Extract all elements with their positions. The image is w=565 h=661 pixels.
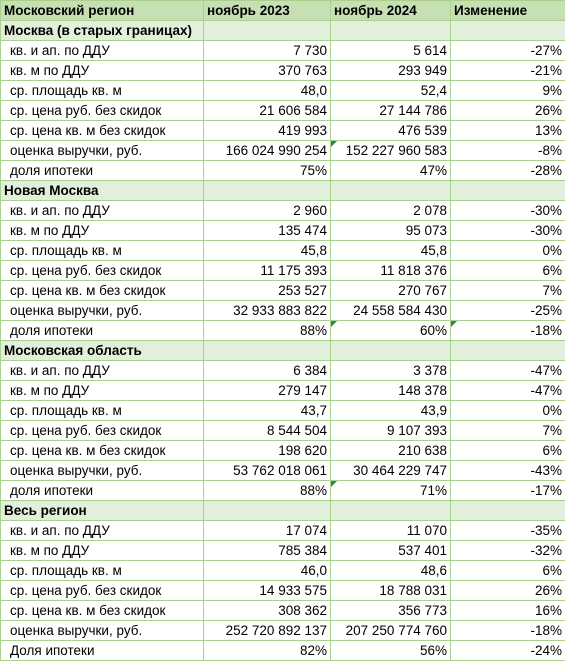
section-empty-cell[interactable] bbox=[451, 21, 565, 41]
row-label[interactable]: кв. м по ДДУ bbox=[1, 221, 204, 241]
value-nov-2024[interactable]: 356 773 bbox=[331, 601, 451, 621]
value-nov-2024[interactable]: 476 539 bbox=[331, 121, 451, 141]
row-label[interactable]: ср. площадь кв. м bbox=[1, 81, 204, 101]
row-label[interactable]: ср. цена руб. без скидок bbox=[1, 581, 204, 601]
value-change[interactable]: 0% bbox=[451, 401, 565, 421]
value-change[interactable]: -47% bbox=[451, 381, 565, 401]
section-empty-cell[interactable] bbox=[451, 341, 565, 361]
row-label[interactable]: ср. цена руб. без скидок bbox=[1, 101, 204, 121]
value-nov-2023[interactable]: 48,0 bbox=[204, 81, 331, 101]
value-change[interactable]: -21% bbox=[451, 61, 565, 81]
section-empty-cell[interactable] bbox=[204, 501, 331, 521]
value-nov-2023[interactable]: 21 606 584 bbox=[204, 101, 331, 121]
value-nov-2024[interactable]: 30 464 229 747 bbox=[331, 461, 451, 481]
section-row bbox=[1, 21, 565, 41]
section-title[interactable]: Московская область bbox=[1, 341, 204, 361]
row-label[interactable]: оценка выручки, руб. bbox=[1, 461, 204, 481]
value-nov-2023[interactable]: 82% bbox=[204, 641, 331, 661]
value-nov-2024[interactable]: 3 378 bbox=[331, 361, 451, 381]
table-row bbox=[1, 201, 565, 221]
value-nov-2023[interactable]: 308 362 bbox=[204, 601, 331, 621]
row-label[interactable]: кв. и ап. по ДДУ bbox=[1, 201, 204, 221]
table-row bbox=[1, 41, 565, 61]
table-row bbox=[1, 561, 565, 581]
value-nov-2024[interactable]: 11 070 bbox=[331, 521, 451, 541]
value-change[interactable]: 26% bbox=[451, 581, 565, 601]
value-nov-2024[interactable]: 11 818 376 bbox=[331, 261, 451, 281]
value-nov-2024[interactable]: 45,8 bbox=[331, 241, 451, 261]
value-nov-2023[interactable]: 46,0 bbox=[204, 561, 331, 581]
value-change[interactable]: 6% bbox=[451, 561, 565, 581]
value-nov-2024[interactable]: 293 949 bbox=[331, 61, 451, 81]
row-label[interactable]: оценка выручки, руб. bbox=[1, 301, 204, 321]
row-label[interactable]: кв. и ап. по ДДУ bbox=[1, 521, 204, 541]
value-nov-2024[interactable]: 71% bbox=[331, 481, 451, 501]
value-nov-2024[interactable]: 148 378 bbox=[331, 381, 451, 401]
table-row bbox=[1, 141, 565, 161]
value-nov-2023[interactable]: 32 933 883 822 bbox=[204, 301, 331, 321]
table-row bbox=[1, 221, 565, 241]
value-nov-2024[interactable]: 60% bbox=[331, 321, 451, 341]
value-nov-2023[interactable]: 14 933 575 bbox=[204, 581, 331, 601]
value-nov-2024[interactable]: 27 144 786 bbox=[331, 101, 451, 121]
table-row bbox=[1, 421, 565, 441]
value-nov-2023[interactable]: 88% bbox=[204, 321, 331, 341]
table-row bbox=[1, 381, 565, 401]
value-nov-2024[interactable]: 207 250 774 760 bbox=[331, 621, 451, 641]
table-row bbox=[1, 521, 565, 541]
table-row bbox=[1, 581, 565, 601]
table-row bbox=[1, 161, 565, 181]
value-change[interactable]: -25% bbox=[451, 301, 565, 321]
value-nov-2023[interactable]: 8 544 504 bbox=[204, 421, 331, 441]
header-nov-2023[interactable]: ноябрь 2023 bbox=[204, 1, 331, 21]
value-change[interactable]: -28% bbox=[451, 161, 565, 181]
value-nov-2024[interactable]: 52,4 bbox=[331, 81, 451, 101]
table-row bbox=[1, 81, 565, 101]
value-nov-2024[interactable]: 43,9 bbox=[331, 401, 451, 421]
value-nov-2023[interactable]: 785 384 bbox=[204, 541, 331, 561]
value-nov-2024[interactable]: 537 401 bbox=[331, 541, 451, 561]
table-row bbox=[1, 261, 565, 281]
value-nov-2023[interactable]: 419 993 bbox=[204, 121, 331, 141]
value-change[interactable]: -30% bbox=[451, 221, 565, 241]
section-empty-cell[interactable] bbox=[451, 181, 565, 201]
section-empty-cell[interactable] bbox=[331, 21, 451, 41]
value-change[interactable]: -18% bbox=[451, 621, 565, 641]
value-nov-2024[interactable]: 210 638 bbox=[331, 441, 451, 461]
value-nov-2023[interactable]: 45,8 bbox=[204, 241, 331, 261]
value-nov-2024[interactable]: 18 788 031 bbox=[331, 581, 451, 601]
value-nov-2024[interactable]: 95 073 bbox=[331, 221, 451, 241]
table-row bbox=[1, 641, 565, 661]
value-change[interactable]: -27% bbox=[451, 41, 565, 61]
value-nov-2023[interactable]: 253 527 bbox=[204, 281, 331, 301]
row-label[interactable]: ср. цена руб. без скидок bbox=[1, 261, 204, 281]
value-nov-2023[interactable]: 75% bbox=[204, 161, 331, 181]
section-row bbox=[1, 181, 565, 201]
value-nov-2024[interactable]: 56% bbox=[331, 641, 451, 661]
value-change[interactable]: 7% bbox=[451, 281, 565, 301]
section-empty-cell[interactable] bbox=[204, 181, 331, 201]
table-row bbox=[1, 301, 565, 321]
value-nov-2023[interactable]: 2 960 bbox=[204, 201, 331, 221]
value-change[interactable]: -35% bbox=[451, 521, 565, 541]
header-nov-2024[interactable]: ноябрь 2024 bbox=[331, 1, 451, 21]
section-title[interactable]: Новая Москва bbox=[1, 181, 204, 201]
table-row bbox=[1, 321, 565, 341]
value-change[interactable]: 6% bbox=[451, 261, 565, 281]
value-nov-2024[interactable]: 24 558 584 430 bbox=[331, 301, 451, 321]
row-label[interactable]: ср. цена кв. м без скидок bbox=[1, 441, 204, 461]
table-body bbox=[1, 1, 565, 661]
row-label[interactable]: ср. цена кв. м без скидок bbox=[1, 601, 204, 621]
header-row bbox=[1, 1, 565, 21]
value-nov-2023[interactable]: 370 763 bbox=[204, 61, 331, 81]
section-row bbox=[1, 341, 565, 361]
value-nov-2023[interactable]: 135 474 bbox=[204, 221, 331, 241]
section-row bbox=[1, 501, 565, 521]
header-change[interactable]: Изменение bbox=[451, 1, 565, 21]
row-label[interactable]: доля ипотеки bbox=[1, 321, 204, 341]
table-row bbox=[1, 441, 565, 461]
section-empty-cell[interactable] bbox=[204, 341, 331, 361]
value-nov-2024[interactable]: 9 107 393 bbox=[331, 421, 451, 441]
value-change[interactable]: -17% bbox=[451, 481, 565, 501]
row-label[interactable]: кв. м по ДДУ bbox=[1, 61, 204, 81]
value-nov-2023[interactable]: 53 762 018 061 bbox=[204, 461, 331, 481]
table-row bbox=[1, 541, 565, 561]
value-change[interactable]: -32% bbox=[451, 541, 565, 561]
section-empty-cell[interactable] bbox=[331, 501, 451, 521]
row-label[interactable]: ср. площадь кв. м bbox=[1, 241, 204, 261]
table-row bbox=[1, 61, 565, 81]
section-empty-cell[interactable] bbox=[451, 501, 565, 521]
section-empty-cell[interactable] bbox=[331, 181, 451, 201]
value-nov-2024[interactable]: 47% bbox=[331, 161, 451, 181]
row-label[interactable]: доля ипотеки bbox=[1, 161, 204, 181]
value-nov-2023[interactable]: 43,7 bbox=[204, 401, 331, 421]
value-nov-2023[interactable]: 279 147 bbox=[204, 381, 331, 401]
value-change[interactable]: 16% bbox=[451, 601, 565, 621]
table-row bbox=[1, 621, 565, 641]
value-nov-2024[interactable]: 270 767 bbox=[331, 281, 451, 301]
table-row bbox=[1, 601, 565, 621]
value-change[interactable]: 9% bbox=[451, 81, 565, 101]
value-nov-2023[interactable]: 11 175 393 bbox=[204, 261, 331, 281]
value-change[interactable]: 13% bbox=[451, 121, 565, 141]
value-nov-2023[interactable]: 252 720 892 137 bbox=[204, 621, 331, 641]
row-label[interactable]: доля ипотеки bbox=[1, 481, 204, 501]
row-label[interactable]: кв. и ап. по ДДУ bbox=[1, 361, 204, 381]
value-change[interactable]: 7% bbox=[451, 421, 565, 441]
value-nov-2024[interactable]: 5 614 bbox=[331, 41, 451, 61]
table-row bbox=[1, 481, 565, 501]
section-empty-cell[interactable] bbox=[204, 21, 331, 41]
value-nov-2024[interactable]: 2 078 bbox=[331, 201, 451, 221]
row-label[interactable]: кв. м по ДДУ bbox=[1, 381, 204, 401]
table-row bbox=[1, 121, 565, 141]
row-label[interactable]: ср. цена кв. м без скидок bbox=[1, 281, 204, 301]
value-change[interactable]: 6% bbox=[451, 441, 565, 461]
row-label[interactable]: ср. площадь кв. м bbox=[1, 401, 204, 421]
section-empty-cell[interactable] bbox=[331, 341, 451, 361]
table-row bbox=[1, 361, 565, 381]
row-label[interactable]: оценка выручки, руб. bbox=[1, 141, 204, 161]
row-label[interactable]: ср. цена кв. м без скидок bbox=[1, 121, 204, 141]
row-label[interactable]: кв. и ап. по ДДУ bbox=[1, 41, 204, 61]
value-change[interactable]: -24% bbox=[451, 641, 565, 661]
value-nov-2023[interactable]: 88% bbox=[204, 481, 331, 501]
row-label[interactable]: оценка выручки, руб. bbox=[1, 621, 204, 641]
row-label[interactable]: кв. м по ДДУ bbox=[1, 541, 204, 561]
value-change[interactable]: 0% bbox=[451, 241, 565, 261]
value-change[interactable]: -8% bbox=[451, 141, 565, 161]
table-row bbox=[1, 101, 565, 121]
value-nov-2023[interactable]: 166 024 990 254 bbox=[204, 141, 331, 161]
value-change[interactable]: -30% bbox=[451, 201, 565, 221]
table-row bbox=[1, 461, 565, 481]
value-change[interactable]: -43% bbox=[451, 461, 565, 481]
value-change[interactable]: -18% bbox=[451, 321, 565, 341]
value-change[interactable]: -47% bbox=[451, 361, 565, 381]
section-title[interactable]: Весь регион bbox=[1, 501, 204, 521]
value-nov-2023[interactable]: 6 384 bbox=[204, 361, 331, 381]
value-nov-2024[interactable]: 48,6 bbox=[331, 561, 451, 581]
value-nov-2023[interactable]: 17 074 bbox=[204, 521, 331, 541]
table-row bbox=[1, 241, 565, 261]
value-change[interactable]: 26% bbox=[451, 101, 565, 121]
value-nov-2024[interactable]: 152 227 960 583 bbox=[331, 141, 451, 161]
value-nov-2023[interactable]: 7 730 bbox=[204, 41, 331, 61]
value-nov-2023[interactable]: 198 620 bbox=[204, 441, 331, 461]
table-row bbox=[1, 401, 565, 421]
section-title[interactable]: Москва (в старых границах) bbox=[1, 21, 204, 41]
row-label[interactable]: ср. площадь кв. м bbox=[1, 561, 204, 581]
table-row bbox=[1, 281, 565, 301]
header-region[interactable]: Московский регион bbox=[1, 1, 204, 21]
row-label[interactable]: Доля ипотеки bbox=[1, 641, 204, 661]
row-label[interactable]: ср. цена руб. без скидок bbox=[1, 421, 204, 441]
